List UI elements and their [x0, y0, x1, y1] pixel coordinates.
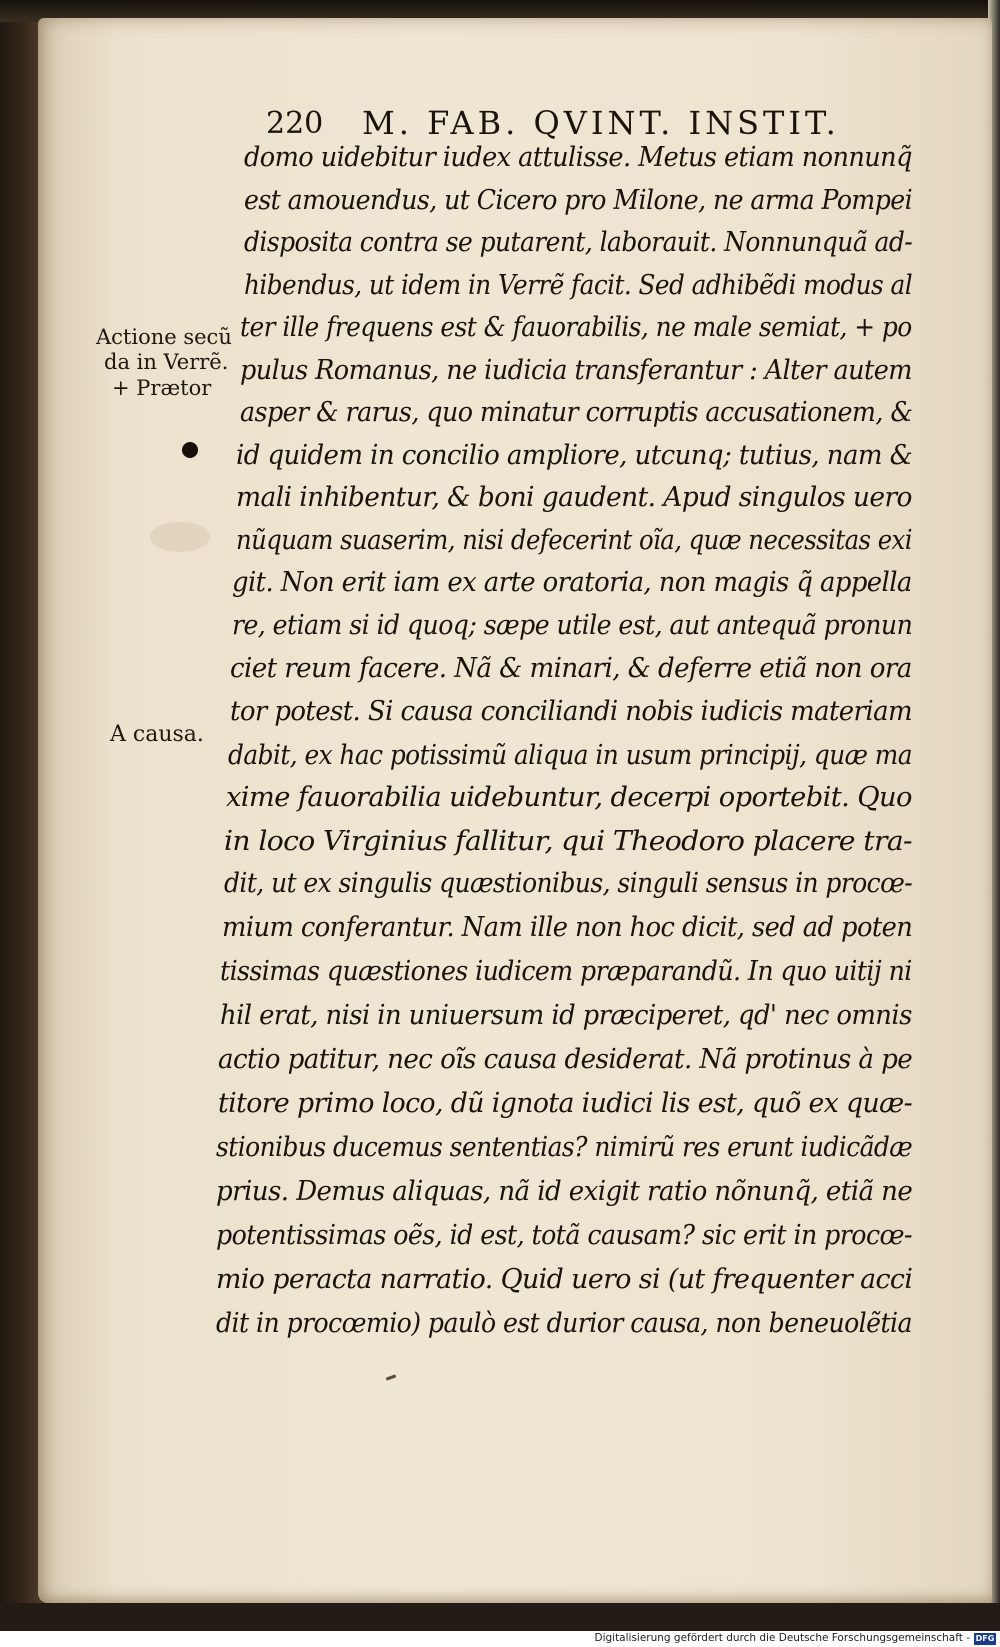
text-line: xime fauorabilia uidebuntur, decerpi oportebit. Quo	[226, 782, 912, 813]
text-line: stionibus ducemus sententias? nimirũ res erunt iudicãdæ	[216, 1132, 913, 1163]
text-line: in loco Virginius fallitur, qui Theodoro placere tra-	[224, 826, 912, 857]
text-line: dabit, ex hac potissimũ aliqua in usum principij, quæ ma	[228, 740, 913, 771]
text-line: titore primo loco, dũ ignota iudici lis est, quõ ex quæ-	[218, 1088, 913, 1119]
text-line: ter ille frequens est & fauorabilis, ne male semiat, + po	[240, 312, 912, 343]
margin-note-3: + Prætor	[112, 376, 212, 400]
running-head: M. FAB. QVINT. INSTIT.	[362, 104, 840, 142]
text-line: disposita contra se putarent, laborauit. Nonnunquã ad-	[244, 227, 913, 258]
text-line: dit, ut ex singulis quæstionibus, singuli sensus in procœ-	[224, 868, 913, 899]
digitization-footer	[0, 1631, 1000, 1647]
text-line: git. Non erit iam ex arte oratoria, non magis q̃ appella	[232, 567, 912, 598]
text-line: tissimas quæstiones iudicem præparandũ. In quo uitij ni	[220, 956, 912, 987]
text-line: mio peracta narratio. Quid uero si (ut frequenter acci	[216, 1264, 913, 1295]
margin-note-4: A causa.	[110, 722, 204, 747]
text-line: asper & rarus, quo minatur corruptis accusationem, &	[240, 397, 913, 428]
text-line: hil erat, nisi in uniuersum id præciperet, qd' nec omnis	[220, 1000, 912, 1031]
book-bottom-edge	[0, 1603, 1000, 1631]
text-line: nũquam suaserim, nisi defecerint oĩa, quæ necessitas exi	[236, 525, 912, 556]
text-line: mali inhibentur, & boni gaudent. Apud singulos uero	[236, 482, 912, 513]
text-line: pulus Romanus, ne iudicia transferantur : Alter autem	[240, 355, 912, 386]
funding-credit: Digitalisierung gefördert durch die Deutsche Forschungsgemeinschaft -	[594, 1632, 970, 1644]
text-line: id quidem in concilio ampliore, utcunq; tutius, nam &	[236, 440, 913, 471]
text-line: ciet reum facere. Nã & minari, & deferre etiã non ora	[230, 653, 912, 684]
text-line: actio patitur, nec oĩs causa desiderat. Nã protinus à pe	[218, 1044, 913, 1075]
margin-note-2: da in Verrẽ.	[104, 350, 229, 374]
page-number: 220	[266, 106, 324, 141]
margin-note-1: Actione secũ	[96, 325, 232, 349]
text-line: tor potest. Si causa conciliandi nobis iudicis materiam	[230, 696, 912, 727]
text-line: hibendus, ut idem in Verrẽ facit. Sed adhibẽdi modus al	[244, 270, 913, 301]
text-line: domo uidebitur iudex attulisse. Metus etiam nonnunq̃	[244, 142, 912, 173]
text-line: est amouendus, ut Cicero pro Milone, ne arma Pompei	[244, 185, 913, 216]
text-line: dit in procœmio) paulò est durior causa, non beneuolẽtia	[216, 1308, 912, 1339]
text-line: prius. Demus aliquas, nã id exigit ratio nõnunq̃, etiã ne	[216, 1176, 913, 1207]
text-line: mium conferantur. Nam ille non hoc dicit, sed ad poten	[222, 912, 913, 943]
text-line: potentissimas oẽs, id est, totã causam? sic erit in procœ-	[216, 1220, 912, 1251]
dfg-logo: DFG	[975, 1634, 995, 1643]
text-line: re, etiam si id quoq; sæpe utile est, aut antequã pronun	[232, 610, 913, 641]
